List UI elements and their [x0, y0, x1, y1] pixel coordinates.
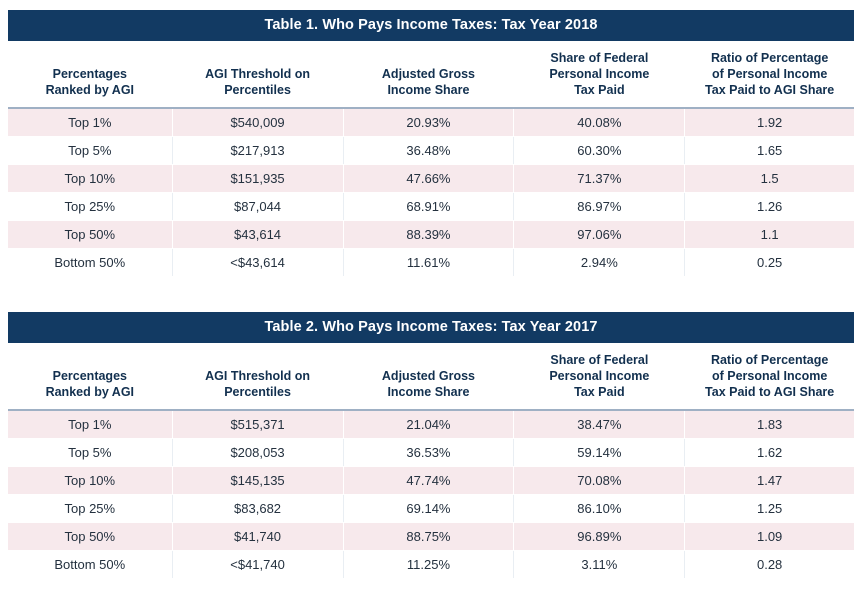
table-row [8, 165, 854, 193]
cell-group: Bottom 50% [8, 551, 172, 579]
cell-ratio: 1.62 [685, 439, 854, 467]
table-row [8, 108, 854, 137]
header-row [8, 41, 854, 108]
cell-agi-share: 68.91% [343, 193, 514, 221]
cell-ratio: 0.28 [685, 551, 854, 579]
cell-tax-share: 70.08% [514, 467, 685, 495]
cell-threshold: <$43,614 [172, 249, 343, 277]
cell-group: Top 1% [8, 410, 172, 439]
cell-group: Top 50% [8, 523, 172, 551]
column-header-tax-share: Share of Federal Personal Income Tax Paid [514, 343, 685, 410]
cell-group: Top 5% [8, 137, 172, 165]
table-row [8, 137, 854, 165]
cell-agi-share: 20.93% [343, 108, 514, 137]
cell-tax-share: 59.14% [514, 439, 685, 467]
cell-tax-share: 96.89% [514, 523, 685, 551]
cell-agi-share: 69.14% [343, 495, 514, 523]
cell-ratio: 0.25 [685, 249, 854, 277]
column-header-agi-share: Adjusted Gross Income Share [343, 41, 514, 108]
cell-ratio: 1.26 [685, 193, 854, 221]
cell-ratio: 1.25 [685, 495, 854, 523]
cell-ratio: 1.65 [685, 137, 854, 165]
cell-tax-share: 2.94% [514, 249, 685, 277]
income-tax-table-2017 [8, 312, 854, 578]
cell-agi-share: 36.48% [343, 137, 514, 165]
cell-tax-share: 38.47% [514, 410, 685, 439]
cell-tax-share: 86.97% [514, 193, 685, 221]
cell-threshold: $41,740 [172, 523, 343, 551]
cell-group: Top 25% [8, 193, 172, 221]
table-spacer [8, 276, 854, 312]
cell-ratio: 1.5 [685, 165, 854, 193]
header-row [8, 343, 854, 410]
cell-ratio: 1.47 [685, 467, 854, 495]
cell-tax-share: 3.11% [514, 551, 685, 579]
cell-threshold: $151,935 [172, 165, 343, 193]
table-row [8, 495, 854, 523]
column-header-agi-share: Adjusted Gross Income Share [343, 343, 514, 410]
cell-agi-share: 11.61% [343, 249, 514, 277]
cell-group: Top 10% [8, 467, 172, 495]
cell-agi-share: 88.39% [343, 221, 514, 249]
table-title: Table 2. Who Pays Income Taxes: Tax Year 2017 [8, 312, 854, 343]
cell-ratio: 1.92 [685, 108, 854, 137]
cell-tax-share: 71.37% [514, 165, 685, 193]
cell-threshold: <$41,740 [172, 551, 343, 579]
column-header-percentages: Percentages Ranked by AGI [8, 41, 172, 108]
column-header-ratio: Ratio of Percentage of Personal Income Tax Paid to AGI Share [685, 41, 854, 108]
column-header-tax-share: Share of Federal Personal Income Tax Paid [514, 41, 685, 108]
cell-agi-share: 47.66% [343, 165, 514, 193]
cell-ratio: 1.1 [685, 221, 854, 249]
table-title: Table 1. Who Pays Income Taxes: Tax Year 2018 [8, 10, 854, 41]
cell-threshold: $208,053 [172, 439, 343, 467]
cell-group: Top 5% [8, 439, 172, 467]
income-tax-table-2018 [8, 10, 854, 276]
cell-group: Top 50% [8, 221, 172, 249]
cell-threshold: $515,371 [172, 410, 343, 439]
cell-threshold: $87,044 [172, 193, 343, 221]
cell-agi-share: 21.04% [343, 410, 514, 439]
cell-group: Top 1% [8, 108, 172, 137]
table-body [8, 108, 854, 276]
table-block-1 [8, 10, 854, 276]
cell-agi-share: 11.25% [343, 551, 514, 579]
table-row [8, 551, 854, 579]
table-header [8, 41, 854, 108]
cell-threshold: $145,135 [172, 467, 343, 495]
table-row [8, 193, 854, 221]
table-block-2 [8, 312, 854, 578]
cell-tax-share: 86.10% [514, 495, 685, 523]
cell-tax-share: 97.06% [514, 221, 685, 249]
cell-group: Top 25% [8, 495, 172, 523]
cell-group: Bottom 50% [8, 249, 172, 277]
cell-agi-share: 47.74% [343, 467, 514, 495]
column-header-agi-threshold: AGI Threshold on Percentiles [172, 343, 343, 410]
cell-agi-share: 88.75% [343, 523, 514, 551]
table-header [8, 343, 854, 410]
cell-ratio: 1.09 [685, 523, 854, 551]
table-row [8, 439, 854, 467]
cell-agi-share: 36.53% [343, 439, 514, 467]
table-row [8, 221, 854, 249]
table-row [8, 467, 854, 495]
cell-tax-share: 60.30% [514, 137, 685, 165]
cell-threshold: $43,614 [172, 221, 343, 249]
cell-ratio: 1.83 [685, 410, 854, 439]
cell-group: Top 10% [8, 165, 172, 193]
column-header-agi-threshold: AGI Threshold on Percentiles [172, 41, 343, 108]
table-row [8, 249, 854, 277]
cell-threshold: $540,009 [172, 108, 343, 137]
cell-threshold: $217,913 [172, 137, 343, 165]
cell-tax-share: 40.08% [514, 108, 685, 137]
table-row [8, 523, 854, 551]
table-body [8, 410, 854, 578]
column-header-ratio: Ratio of Percentage of Personal Income Tax Paid to AGI Share [685, 343, 854, 410]
table-row [8, 410, 854, 439]
cell-threshold: $83,682 [172, 495, 343, 523]
column-header-percentages: Percentages Ranked by AGI [8, 343, 172, 410]
